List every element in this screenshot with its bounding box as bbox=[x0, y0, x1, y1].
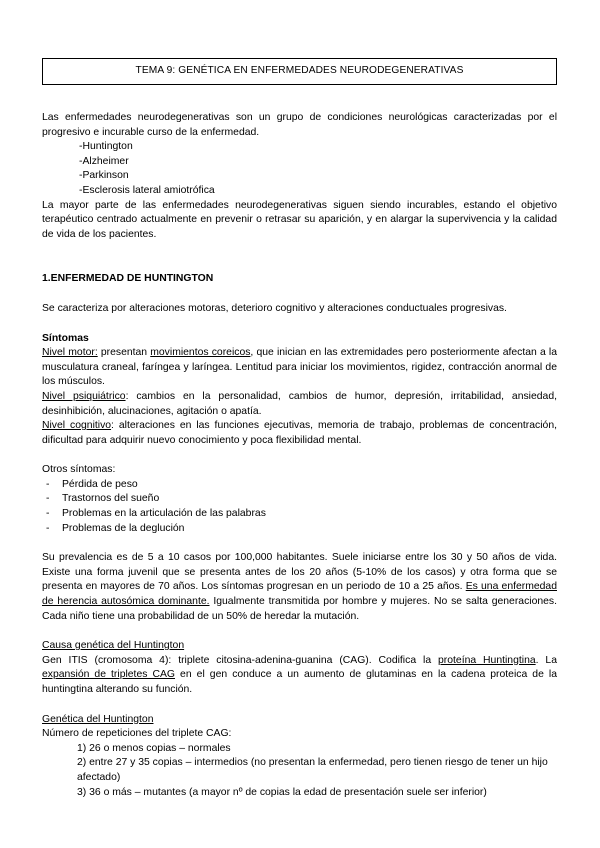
document-page bbox=[42, 58, 557, 800]
intro-section bbox=[42, 111, 557, 242]
list-item: -Esclerosis lateral amiotrófica bbox=[79, 184, 215, 196]
list-item: -Alzheimer bbox=[79, 155, 129, 167]
section-heading-huntington: 1.ENFERMEDAD DE HUNTINGTON bbox=[42, 273, 214, 285]
symptoms-section bbox=[42, 332, 557, 449]
other-symptoms-section bbox=[42, 463, 557, 536]
motor-level-paragraph: Nivel motor: presentan movimientos coreicos, que inician en las extremidades pero posteriormente afectan a la musculatura craneal, faríngea y laríngea. Lentitud para iniciar los movimientos, rigidez, contracción anormal de los músculos. bbox=[42, 347, 557, 388]
genetic-cause-heading: Causa genética del Huntington bbox=[42, 640, 185, 652]
symptoms-heading: Síntomas bbox=[42, 332, 89, 344]
page-title: TEMA 9: GENÉTICA EN ENFERMEDADES NEURODEGENERATIVAS bbox=[42, 58, 557, 85]
list-item: -Huntington bbox=[79, 141, 133, 153]
list-item: - Problemas en la articulación de las palabras bbox=[42, 507, 557, 522]
huntington-summary: Se caracteriza por alteraciones motoras, deterioro cognitivo y alteraciones conductuales progresivas. bbox=[42, 302, 507, 314]
genetics-section bbox=[42, 713, 557, 801]
list-item: -Parkinson bbox=[79, 170, 129, 182]
list-item: - Trastornos del sueño bbox=[42, 492, 557, 507]
genetics-intro: Número de repeticiones del triplete CAG: bbox=[42, 728, 232, 740]
intro-closing-paragraph: La mayor parte de las enfermedades neurodegenerativas siguen siendo incurables, estando el objetivo terapéutico centrado actualmente en prevenir o retrasar su aparición, y en alargar la supervivencia y la calidad de vida de los pacientes. bbox=[42, 199, 557, 240]
genetic-cause-paragraph: Gen ITIS (cromosoma 4): triplete citosina-adenina-guanina (CAG). Codifica la proteína Huntingtina. La expansión de tripletes CAG en el gen conduce a un aumento de glutaminas en la cadena proteica de la huntingtina alterando su función. bbox=[42, 654, 557, 695]
inheritance-statement: Es una enfermedad de herencia autosómica dominante. bbox=[42, 581, 557, 608]
other-symptoms-list bbox=[42, 478, 557, 536]
list-item: 2) entre 27 y 35 copias – intermedios (no presentan la enfermedad, pero tienen riesgo de tener un hijo afectado) bbox=[77, 757, 548, 783]
list-item: 3) 36 o más – mutantes (a mayor nº de copias la edad de presentación suele ser inferior) bbox=[77, 786, 487, 798]
disease-list bbox=[42, 140, 557, 198]
genetic-cause-section bbox=[42, 639, 557, 697]
psychiatric-level-paragraph: Nivel psiquiátrico: cambios en la personalidad, cambios de humor, depresión, irritabilidad, ansiedad, desinhibición, alucinaciones, agitación o apatía. bbox=[42, 390, 557, 417]
intro-paragraph: Las enfermedades neurodegenerativas son un grupo de condiciones neurológicas caracterizadas por el progresivo e incurable curso de la enfermedad. bbox=[42, 112, 557, 138]
list-item: - Problemas de la deglución bbox=[42, 522, 557, 537]
chorea-term: movimientos coreicos bbox=[150, 347, 251, 359]
other-symptoms-heading: Otros síntomas: bbox=[42, 464, 116, 476]
psychiatric-level-label: Nivel psiquiátrico bbox=[42, 390, 126, 402]
cognitive-level-paragraph: Nivel cognitivo: alteraciones en las funciones ejecutivas, memoria de trabajo, problemas de concentración, dificultad para adquirir nuevo conocimiento y poca flexibilidad mental. bbox=[42, 420, 557, 446]
huntingtin-protein-term: proteína Huntingtina bbox=[438, 654, 536, 666]
list-item: - Pérdida de peso bbox=[42, 478, 557, 493]
genetics-heading: Genética del Huntington bbox=[42, 713, 154, 725]
cag-repeat-list bbox=[42, 742, 557, 800]
motor-level-label: Nivel motor: bbox=[42, 347, 98, 359]
cag-expansion-term: expansión de tripletes CAG bbox=[42, 669, 175, 681]
prevalence-paragraph: Su prevalencia es de 5 a 10 casos por 100,000 habitantes. Suele iniciarse entre los 30 y 50 años de vida. Existe una forma juvenil que se presenta antes de los 20 años (5-10% de los casos) y otra forma que se presenta en mayores de 70 años. Los síntomas progresan en un periodo de 10 a 25 años. Es una enfermedad de herencia autosómica dominante. Igualmente transmitida por hombre y mujeres. No se salta generaciones. Cada niño tiene una probabilidad de un 50% de heredar la mutación. bbox=[42, 552, 557, 622]
cognitive-level-label: Nivel cognitivo bbox=[42, 420, 112, 432]
list-item: 1) 26 o menos copias – normales bbox=[77, 742, 231, 754]
